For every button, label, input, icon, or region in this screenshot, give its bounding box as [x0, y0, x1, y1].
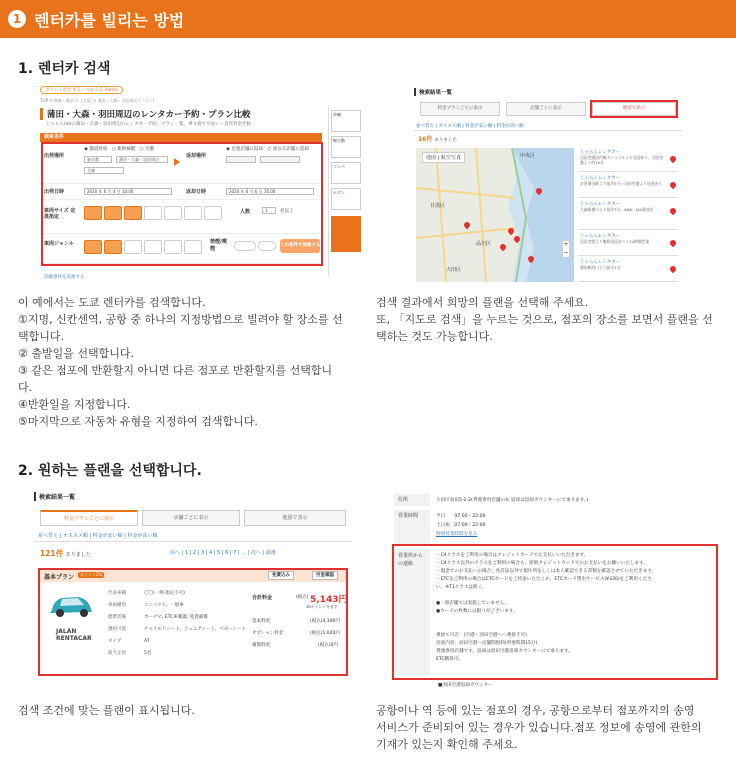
depart-area-select[interactable]: 蒲田・大森・羽田周辺: [116, 156, 168, 163]
side-item[interactable]: 沖縄: [331, 110, 361, 132]
divider: [34, 541, 352, 542]
map-graphic: [416, 148, 574, 282]
section2-title: 2. 원하는 플랜을 선택합니다.: [18, 463, 202, 479]
tab-plan[interactable]: 料金プランごとに表示: [420, 102, 500, 116]
return-date-select[interactable]: 2020 年 6 月 6 日 10:00: [226, 188, 314, 195]
spec-row: 代表車種 〇〇(一例 指定不可): [108, 591, 185, 596]
side-item[interactable]: セダン: [331, 188, 361, 210]
plan-name: 基本プラン: [44, 574, 75, 581]
map-label: 品川区: [476, 241, 492, 247]
side-panel: [328, 106, 362, 276]
tab-store[interactable]: 店舗ごとに表示: [506, 102, 586, 116]
section-header: [0, 0, 736, 38]
pin-icon: [669, 155, 677, 163]
map-label: 目黒区: [430, 203, 446, 209]
search-button[interactable]: この条件で検索する: [280, 239, 320, 253]
tab-map[interactable]: 地図で表示: [592, 102, 676, 116]
price-row: 基本料金: [252, 619, 270, 624]
list-item[interactable]: じゃらんレンタカー 羽田空港より無料送迎あり / 24時間営業: [578, 232, 678, 256]
total-note: 10ポイント分まで: [306, 604, 338, 609]
map-label: 中央区: [520, 153, 536, 159]
section2-right-text: 공항이나 역 등에 있는 점포의 경우, 공항으로부터 점포까지의 송영 서비스가 준비되어 있는 경우가 있습니다.점포 정보에 송영에 관한의 기재가 있는지 확인해 주세요.: [376, 704, 702, 751]
address-value: 大田区羽田5-2-2(貸渡専用店舗のあ 返却は返却カウンターにて承ります。): [436, 498, 589, 503]
people-unit: 名以上: [280, 209, 294, 214]
reserve-button[interactable]: 空室確認: [312, 571, 338, 580]
pin-icon: [669, 181, 677, 189]
depart-place-radios[interactable]: ◉ 都道府県 ○ 新幹線駅 ○ 空港: [84, 147, 155, 152]
tab-store[interactable]: 店舗ごとに表示: [142, 510, 240, 526]
more-conditions-link[interactable]: 詳細条件を追加する: [44, 275, 85, 280]
spec-row: 最大定員 5名: [108, 651, 152, 656]
sort-bar[interactable]: 並べ替え | オススメ順 | 料金が安い順 | 料金が高い順: [38, 533, 158, 539]
zoom-control[interactable]: + −: [563, 241, 569, 256]
search-page-subtitle: じゃらんnetの蒲田・大森・羽田周辺のレンタカー予約、プラン一覧、乗り捨てや安い・直営料金比較: [46, 122, 252, 127]
car-type-label: 車両サイズ 定員指定: [44, 208, 76, 220]
depart-pref-select[interactable]: 東京都: [84, 156, 112, 163]
depart-city-select[interactable]: 全域: [84, 167, 124, 174]
jalan-rentacar-logo: JALAN RENTACAR: [56, 628, 92, 642]
list-item[interactable]: じゃらんレンタカー 蒲田駅西口より徒歩2分: [578, 258, 678, 282]
search-form-screenshot: [40, 86, 362, 284]
genre-label: 車両ジャンル: [44, 241, 74, 247]
total-price: 5,143円: [310, 595, 348, 605]
spec-row: タイプ AT: [108, 639, 150, 644]
results-heading: 検索結果一覧: [34, 492, 75, 501]
people-select[interactable]: 1: [262, 207, 276, 214]
depart-place-label: 出発場所: [44, 153, 65, 159]
tax-included-button[interactable]: 免責込み: [268, 571, 294, 580]
return-place-radios[interactable]: ◉ 出発店舗に返却 ○ 異なる店舗に返却: [226, 147, 309, 152]
return-date-label: 返却日時: [186, 189, 207, 195]
return-place-label: 返却場所: [186, 153, 207, 159]
map-label: 大田区: [446, 267, 462, 273]
spec-row: 標準装備 カーナビ, ETC車載器, 免責補償: [108, 615, 208, 620]
map-type-toggle[interactable]: 地図 | 航空写真: [422, 152, 465, 163]
footer-note: ■羽田空港返却カウンター: [438, 683, 493, 688]
highlight-box: [590, 100, 678, 118]
total-label: 合計料金: [252, 595, 273, 601]
price-value: (税込)4,100円: [310, 619, 340, 624]
tab-map[interactable]: 地図で表示: [244, 510, 346, 526]
side-item[interactable]: 軽自動: [331, 136, 361, 158]
store-list: [578, 148, 682, 282]
point-badge: ポイント2%: [80, 572, 103, 577]
pin-icon: [669, 265, 677, 273]
hours-row: 営業時間 平日 07:00 - 22:00 土日祝 07:00 - 22:00 特別営業時間を見る: [392, 510, 718, 544]
highlight-box: [392, 544, 718, 680]
search-condition-bar: 検索条件: [40, 133, 322, 142]
highlight-box: [41, 142, 323, 266]
tab-plan[interactable]: 料金プランごとに表示: [40, 510, 138, 526]
map-results-screenshot: [414, 86, 682, 284]
list-item[interactable]: じゃらんレンタカー 羽田空港国内線ターミナルより送迎あり、羽田空港より約10分: [578, 148, 678, 172]
price-value: (税込)1,043円: [310, 631, 340, 636]
ponta-badge: ポイントがたまる・つかえる Ponta: [40, 86, 123, 94]
access-key: 営業所から の連絡: [394, 548, 430, 676]
step-number-badge: 1: [8, 10, 26, 28]
address-row: [392, 494, 718, 506]
highlight-box: [38, 568, 348, 676]
list-item[interactable]: じゃらんレンタカー 京急蒲田駅より徒歩5分 / 羽田空港より送迎あり: [578, 174, 678, 198]
results-heading: 検索結果一覧: [414, 88, 452, 96]
ad-banner[interactable]: [331, 216, 361, 252]
section2-left-text: 검색 조건에 맞는 플랜이 표시됩니다.: [18, 704, 195, 717]
total-tax-label: (税込): [296, 595, 309, 600]
special-hours-link[interactable]: 特別営業時間を見る: [436, 532, 478, 537]
pin-icon: [669, 207, 677, 215]
depart-date-select[interactable]: 2020 年 6 月 4 日 10:00: [84, 188, 172, 195]
store-info-screenshot: [392, 492, 718, 690]
section1-left-text: 이 예에서는 도쿄 렌터카를 검색합니다. ①지명, 신칸센역, 공항 중 하나의 지정방법으로 빌려야 할 장소를 선 택합니다. ② 출발일을 선택합니다. ③ 같은 점포에 반환할지 아니면 다른 점포로 반환할지를 선택합니 다. ④반환일을 지정합니다. ⑤마지막으로 자동차 유형을 지정하여 검색합니다.: [18, 296, 343, 428]
breadcrumb: TOP > 関東・東京 > 大田区 > 蒲田・大森・羽田周辺 (プラン): [40, 98, 155, 103]
result-count: 16件 ありました: [418, 136, 457, 143]
people-label: 人数: [240, 209, 251, 215]
sort-bar[interactable]: 並べ替え | オススメ順 | 料金が安い順 | 料金が高い順: [416, 124, 524, 129]
hours-key: 営業時間: [394, 510, 430, 544]
side-item[interactable]: コンパ: [331, 162, 361, 184]
price-row: 補償料金: [252, 643, 270, 648]
map-view[interactable]: [416, 148, 574, 282]
spec-row: 選択可能 チャイルドシート、ジュニアシート、ベビーシート: [108, 627, 247, 632]
price-value: (税込)0円: [318, 643, 338, 648]
options-label: 禁煙/喫煙: [210, 239, 227, 252]
depart-date-label: 出発日時: [44, 189, 65, 195]
divider: [414, 130, 682, 131]
section1-title: 1. 렌터카 검색: [18, 61, 111, 77]
section1-right-text: 검색 결과에서 희망의 플랜을 선택해 주세요. 또, 「지도로 검색」을 누르는 것으로, 점포의 장소를 보면서 플랜을 선 택하는 것도 가능합니다.: [376, 296, 713, 343]
pagination[interactable]: 前へ | 1 | 2 | 3 | 4 | 5 | 6 | 7 | … | 次へ | 最後: [170, 550, 276, 556]
list-item[interactable]: じゃらんレンタカー 大森駅東口より徒歩3分、ANA・JAL便対応: [578, 200, 678, 230]
address-key: 住所: [394, 494, 430, 506]
pin-icon: [669, 239, 677, 247]
spec-row: 車両種別 コンパクト、一般車: [108, 603, 184, 608]
price-row: オプション料金: [252, 631, 284, 636]
search-page-title: 蒲田・大森・羽田周辺のレンタカー予約・プラン比較: [40, 108, 250, 120]
access-row: 営業所から の連絡 ・C4クラスをご利用の場合はクレジットカードでお支払いいただきます。 ・C4クラス以外のクラスをご利用の場合も、原則クレジットカードでのお支払いをお願いいたします。 ・現金でのお支払いの場合、免許証以外で現住所をしくは本人確認できる書類を確認させていただきます。 ・ETCをご利用の場合はETCカードをご持参いただくか、ETCカード貸出サービス(¥330)をご利用くださ い。※T1クラスは除く。 ●一部店舗では実施していません。 ●カードの枚数には限りがございます。 乗捨て可否：(空港・羽田空港へへ乗捨不可) 送迎内容：羽田空港〜店舗間無料(所要時間15分) 貸渡専用店舗です。返却は羽田空港返却カウンターにて承ります。 ETC精算可。: [392, 548, 718, 676]
result-count: 121件 ありました: [40, 549, 91, 558]
plan-list-screenshot: [34, 488, 352, 684]
page-title: 렌터카를 빌리는 방법: [34, 10, 185, 30]
